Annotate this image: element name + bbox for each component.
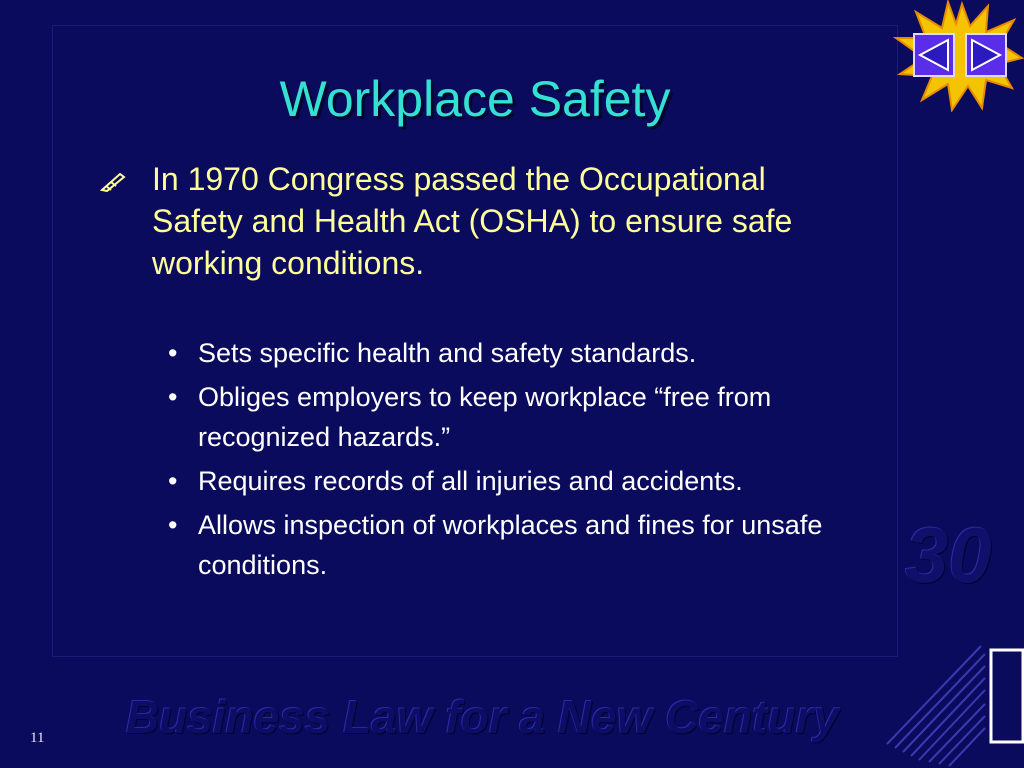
stripes-square-icon [885, 640, 1024, 768]
sub-bullet-text: Obliges employers to keep workplace “free from recognized hazards.” [198, 382, 772, 452]
pencil-bullet-icon [100, 172, 126, 192]
slide-title: Workplace Safety [279, 71, 671, 127]
bullet-dot-icon: • [168, 510, 178, 540]
sub-bullet-list [168, 333, 858, 589]
page-number: 11 [30, 730, 45, 746]
previous-button[interactable] [914, 34, 954, 76]
main-bullet-item [100, 158, 800, 284]
main-bullet-text: In 1970 Congress passed the Occupational Safety and Health Act (OSHA) to ensure safe working conditions. [152, 161, 793, 281]
bullet-dot-icon: • [168, 338, 178, 368]
sub-bullet-text: Sets specific health and safety standards. [198, 338, 697, 368]
sub-bullet-item [168, 377, 858, 457]
next-button[interactable] [966, 34, 1006, 76]
sub-bullet-text: Requires records of all injuries and accidents. [198, 466, 743, 496]
sub-bullet-item [168, 333, 858, 373]
sub-bullet-item [168, 461, 858, 501]
footer-watermark: Business Law for a New Century [126, 691, 840, 743]
sub-bullet-item [168, 505, 858, 585]
bullet-dot-icon: • [168, 466, 178, 496]
decor-chapter-number: 30 [905, 511, 992, 599]
bullet-dot-icon: • [168, 382, 178, 412]
sub-bullet-text: Allows inspection of workplaces and fines for unsafe conditions. [198, 510, 823, 580]
navigation-star [890, 0, 1024, 112]
